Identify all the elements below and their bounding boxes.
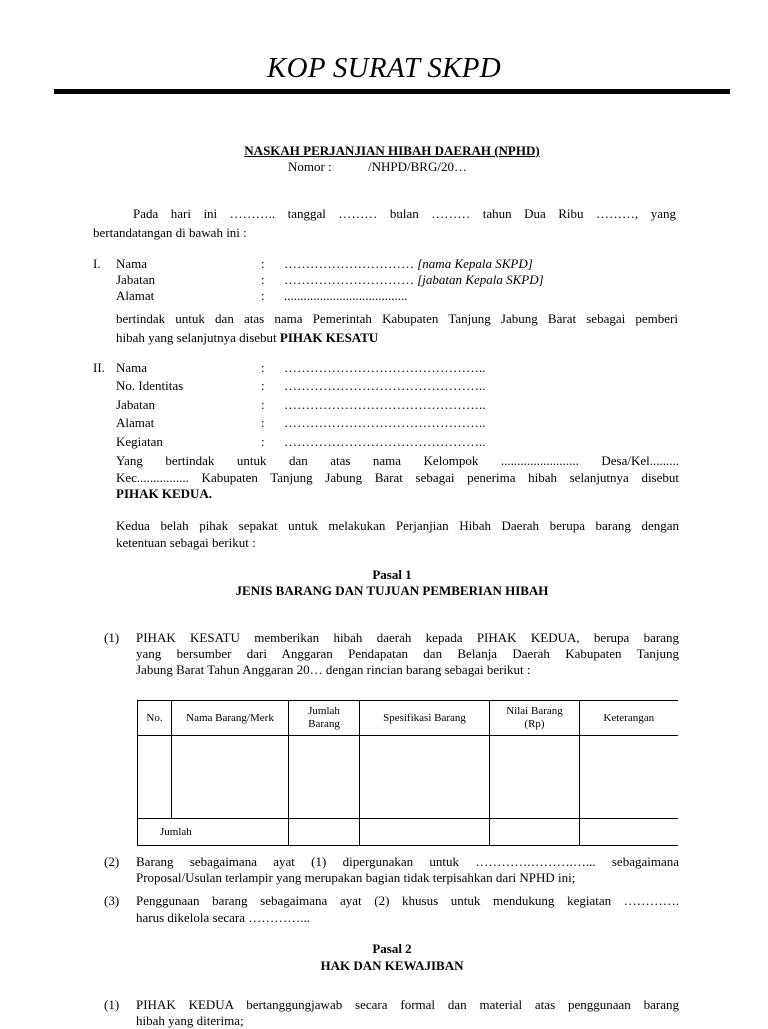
table-cell <box>360 736 490 819</box>
party2-label-alamat: Alamat <box>116 415 155 430</box>
party1-label-alamat: Alamat <box>116 288 155 303</box>
pasal1-item2-line-2: Proposal/Usulan terlampir yang merupakan bagian tidak terpisahkan dari NPHD ini; <box>136 870 576 885</box>
desc-text: hibah yang selanjutnya disebut <box>116 330 277 345</box>
party1-label-nama: Nama <box>116 256 148 271</box>
letterhead-title: KOP SURAT SKPD <box>266 52 502 84</box>
party2-value-jabatan: ……………………………………….. <box>284 397 486 412</box>
table-cell <box>490 736 580 819</box>
pasal1-item3-line-1: Penggunaan barang sebagaimana ayat (2) khusus untuk mendukung kegiatan …………. <box>136 893 679 908</box>
party1-desc-line-1: bertindak untuk dan atas nama Pemerintah Kabupaten Tanjung Jabung Barat sebagai pemberi <box>116 311 678 326</box>
agreement-line-1: Kedua belah pihak sepakat untuk melakukan Perjanjian Hibah Daerah berupa barang dengan <box>116 518 679 533</box>
table-cell <box>172 736 289 819</box>
colon: : <box>261 378 265 393</box>
goods-table <box>137 700 678 846</box>
party2-role: PIHAK KEDUA. <box>116 486 213 501</box>
colon: : <box>261 434 265 449</box>
party1-label-jabatan: Jabatan <box>116 272 155 287</box>
fill-dots: ………………………… <box>284 256 414 271</box>
footer-total-label: Jumlah <box>138 819 289 846</box>
party2-value-kegiatan: ……………………………………….. <box>284 434 486 449</box>
colon: : <box>261 272 265 287</box>
pasal2-item1-line-2: hibah yang diterima; <box>136 1013 244 1028</box>
colon: : <box>261 397 265 412</box>
party2-label-kegiatan: Kegiatan <box>116 434 163 449</box>
fill-dots: ………………………… <box>284 272 414 287</box>
party2-desc-line-1: Yang bertindak untuk dan atas nama Kelompok ........................ Desa/Kel......... <box>116 453 679 468</box>
agreement-line-2: ketentuan sebagai berikut : <box>116 535 256 550</box>
intro-line-2: bertandatangan di bawah ini : <box>93 225 247 240</box>
pasal1-item2-line-1: Barang sebagaimana ayat (1) dipergunakan untuk ………….……….…... sebagaimana <box>136 854 679 869</box>
document-title: NASKAH PERJANJIAN HIBAH DAERAH (NPHD) <box>244 143 540 158</box>
party1-number: I. <box>93 256 101 271</box>
pasal1-item3-number: (3) <box>104 893 120 908</box>
table-row <box>138 736 678 819</box>
party1-value-alamat: ...................................... <box>284 288 408 303</box>
pasal2-number: Pasal 2 <box>372 941 412 956</box>
col-header-keterangan: Keterangan <box>580 701 678 736</box>
party1-value-nama <box>284 256 533 272</box>
party2-value-nama: ……………………………………….. <box>284 360 486 375</box>
intro-line-1: Pada hari ini ……….. tanggal ……… bulan ……… tahun Dua Ribu ………, yang <box>133 206 676 221</box>
party2-label-nama: Nama <box>116 360 148 375</box>
table-cell <box>580 819 678 846</box>
table-cell <box>580 736 678 819</box>
party1-desc-line-2 <box>116 330 378 346</box>
col-header-jumlah <box>289 701 360 736</box>
table-cell <box>289 736 360 819</box>
table-header-row <box>138 701 678 736</box>
pasal1-item1-line-3: Jabung Barat Tahun Anggaran 20… dengan rincian barang sebagai berikut : <box>136 662 531 677</box>
pasal2-title: HAK DAN KEWAJIBAN <box>320 958 464 973</box>
pasal2-item1-line-1: PIHAK KEDUA bertanggungjawab secara formal dan material atas penggunaan barang <box>136 997 679 1012</box>
nomor-value: /NHPD/BRG/20… <box>368 159 467 174</box>
pasal1-item2-number: (2) <box>104 854 120 869</box>
col-header-no: No. <box>138 701 172 736</box>
placeholder-hint: [nama Kepala SKPD] <box>417 256 533 271</box>
header-line: Nilai Barang <box>506 705 563 717</box>
colon: : <box>261 360 265 375</box>
party2-label-jabatan: Jabatan <box>116 397 155 412</box>
header-line: (Rp) <box>524 718 545 730</box>
col-header-nilai <box>490 701 580 736</box>
nomor-label: Nomor : <box>288 159 332 174</box>
col-header-spesifikasi: Spesifikasi Barang <box>360 701 490 736</box>
letterhead-rule <box>54 89 730 94</box>
table-cell <box>490 819 580 846</box>
colon: : <box>261 415 265 430</box>
header-line: Jumlah <box>308 705 340 717</box>
table-footer-row <box>138 819 678 846</box>
table-cell <box>138 736 172 819</box>
party1-role: PIHAK KESATU <box>279 330 379 345</box>
col-header-nama: Nama Barang/Merk <box>172 701 289 736</box>
pasal1-number: Pasal 1 <box>372 567 412 582</box>
placeholder-hint: [jabatan Kepala SKPD] <box>417 272 544 287</box>
table-cell <box>360 819 490 846</box>
pasal1-item3-line-2: harus dikelola secara …………... <box>136 910 311 925</box>
colon: : <box>261 288 265 303</box>
party2-number: II. <box>93 360 105 375</box>
pasal2-item1-number: (1) <box>104 997 120 1012</box>
pasal1-item1-line-1: PIHAK KESATU memberikan hibah daerah kepada PIHAK KEDUA, berupa barang <box>136 630 679 645</box>
pasal1-title: JENIS BARANG DAN TUJUAN PEMBERIAN HIBAH <box>235 583 549 598</box>
table-cell <box>289 819 360 846</box>
party2-label-identitas: No. Identitas <box>116 378 184 393</box>
colon: : <box>261 256 265 271</box>
pasal1-item1-number: (1) <box>104 630 120 645</box>
pasal1-item1-line-2: yang bersumber dari Anggaran Pendapatan dan Belanja Daerah Kabupaten Tanjung <box>136 646 679 661</box>
party2-value-identitas: ……………………………………….. <box>284 378 486 393</box>
party1-value-jabatan <box>284 272 544 288</box>
party2-value-alamat: ……………………………………….. <box>284 415 486 430</box>
party2-desc-line-2: Kec................ Kabupaten Tanjung Jabung Barat sebagai penerima hibah selanjutnya disebut <box>116 470 679 485</box>
header-line: Barang <box>308 718 340 730</box>
